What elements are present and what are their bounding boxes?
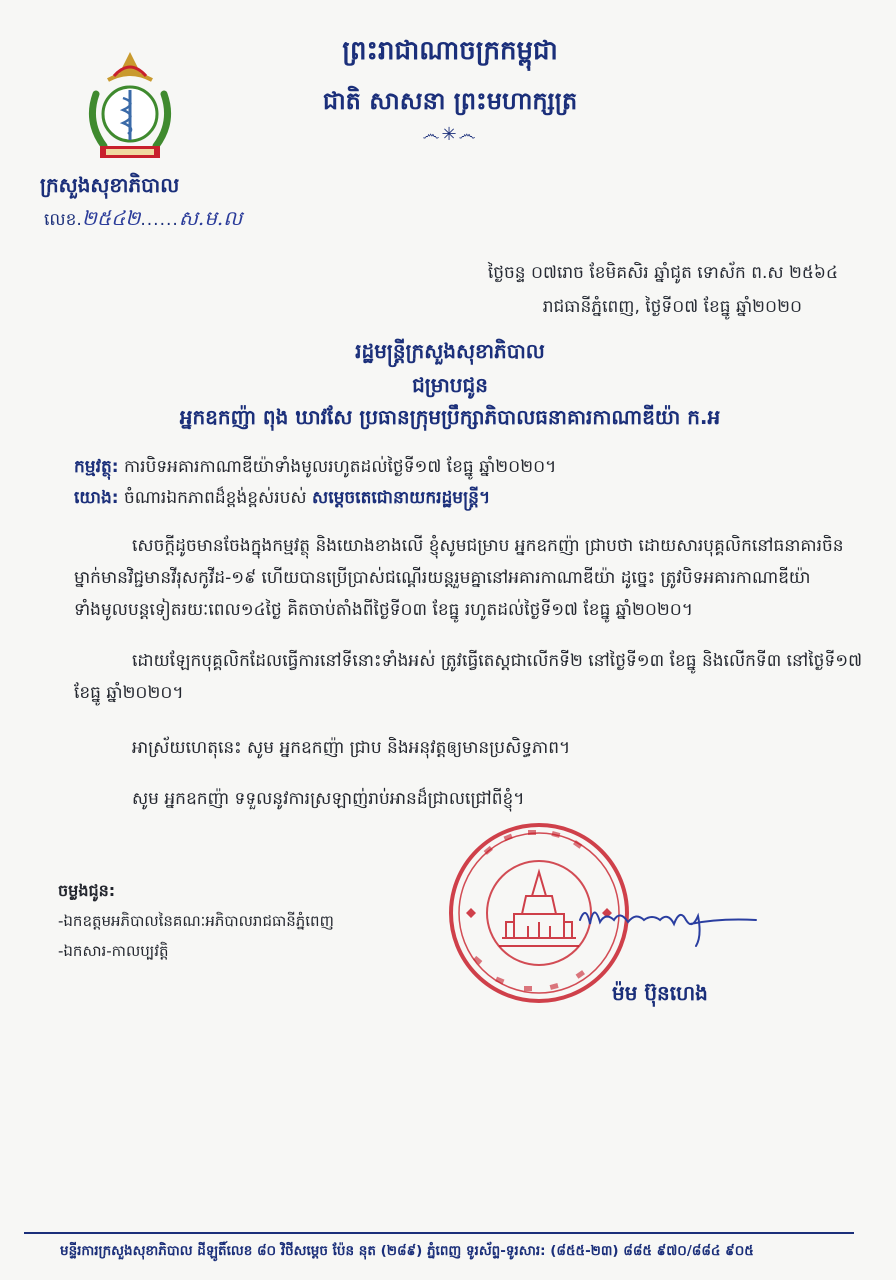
- lunar-date: ថ្ងៃចន្ទ ០៧រោច ខែមិគសិរ ឆ្នាំជូត ទោស័ក ព.ស ២៥៦៤: [487, 263, 838, 283]
- footer-divider: [24, 1232, 854, 1234]
- subject-line: [74, 456, 854, 481]
- body-paragraph-3: អាស្រ័យហេតុនេះ សូម អ្នកឧកញ៉ា ជ្រាប និងអនុវត្តឲ្យមានប្រសិទ្ធភាព។: [132, 738, 571, 758]
- ref-label: លេខ.: [44, 210, 82, 230]
- national-motto: ជាតិ សាសនា ព្រះមហាក្សត្រ: [322, 86, 578, 115]
- signatory-name: ម៉ម ប៊ុនហេង: [612, 981, 708, 1005]
- ref-dots: ......: [140, 210, 179, 230]
- body-paragraph-2: ដោយឡែកបុគ្គលិកដែលធ្វើការនៅទីនោះទាំងអស់ ត្រូវធ្វើតេស្តជាលើកទី២ នៅថ្ងៃទី១៣ ខែធ្នូ និងលើកទី៣ នៅថ្ងៃទី១៧ ខែធ្នូ ឆ្នាំ២០២០។: [74, 651, 863, 703]
- solar-date: រាជធានីភ្នំពេញ, ថ្ងៃទី០៧ ខែធ្នូ ឆ្នាំ២០២០: [542, 297, 802, 317]
- kingdom-title: ព្រះរាជាណាចក្រកម្ពុជា: [342, 36, 558, 66]
- cc-item: -ឯកសារ-កាលប្បវត្តិ: [58, 942, 169, 960]
- ministry-name: ក្រសួងសុខាភិបាល: [40, 173, 180, 197]
- body-paragraph-1: សេចក្តីដូចមានចែងក្នុងកម្មវត្ថុ និងយោងខាងលើ ខ្ញុំសូមជម្រាប អ្នកឧកញ៉ា ជ្រាបថា ដោយសារបុគ្គលិកនៅធនាគារចិនម្នាក់មានវិជ្ជមានវីរុសកូវីដ-១៩ ហើយបានប្រើប្រាស់ជណ្តើរយន្តរួមគ្នានៅអគារកាណាឌីយ៉ា ដូច្នេះ ត្រូវបិទអគារកាណាឌីយ៉ាទាំងមូលបន្តទៀតរយៈពេល១៤ថ្ងៃ គិតចាប់តាំងពីថ្ងៃទី០៣ ខែធ្នូ រហូតដល់ថ្ងៃទី១៧ ខែធ្នូ ឆ្នាំ២០២០។: [74, 536, 844, 620]
- ministry-logo: [78, 46, 182, 168]
- reference-number: [44, 205, 242, 235]
- reference-bold: សម្តេចតេជោនាយករដ្ឋមន្ត្រី។: [312, 488, 491, 508]
- footer-address: មន្ទីរការក្រសួងសុខាភិបាល ដីឡូតិ៍លេខ ៨០ វិថីសម្តេច ប៉ែន នុត (២៨៩) ភ្នំពេញ ទូរស័ព្ទ-ទូរសារ: (៨៥៥-២៣) ៨៨៥ ៩៧០/៨៨៤ ៩០៥: [60, 1243, 754, 1259]
- ref-number: ២៥៤២: [81, 206, 141, 230]
- subject-text: ការបិទអគារកាណាឌីយ៉ាទាំងមូលរហូតដល់ថ្ងៃទី១៧ ខែធ្នូ ឆ្នាំ២០២០។: [123, 457, 557, 477]
- ornament-divider: ෴✳෴: [422, 124, 478, 145]
- addressing-verb: ជម្រាបជូន: [412, 373, 488, 397]
- body-paragraph-4: សូម អ្នកឧកញ៉ា ទទួលនូវការស្រឡាញ់រាប់អានដ៏ជ្រាលជ្រៅពីខ្ញុំ។: [132, 789, 525, 809]
- ref-suffix: ស.ម.ល: [178, 206, 243, 230]
- reference-label: យោង:: [74, 488, 119, 508]
- reference-text: ចំណារឯកភាពដ៏ខ្ពង់ខ្ពស់របស់: [123, 488, 307, 508]
- sender-title: រដ្ឋមន្ត្រីក្រសួងសុខាភិបាល: [355, 339, 545, 363]
- cc-title: ចម្លងជូន:: [58, 881, 116, 900]
- subject-label: កម្មវត្ថុ:: [74, 457, 119, 477]
- handwritten-signature: [570, 890, 760, 950]
- reference-line: [74, 487, 854, 512]
- recipient: អ្នកឧកញ៉ា ពុង ឃាវសែ ប្រធានក្រុមប្រឹក្សាភិបាលធនាគារកាណាឌីយ៉ា ក.អ: [179, 405, 721, 429]
- cc-item: -ឯកឧត្តមអភិបាលនៃគណៈអភិបាលរាជធានីភ្នំពេញ: [58, 912, 334, 930]
